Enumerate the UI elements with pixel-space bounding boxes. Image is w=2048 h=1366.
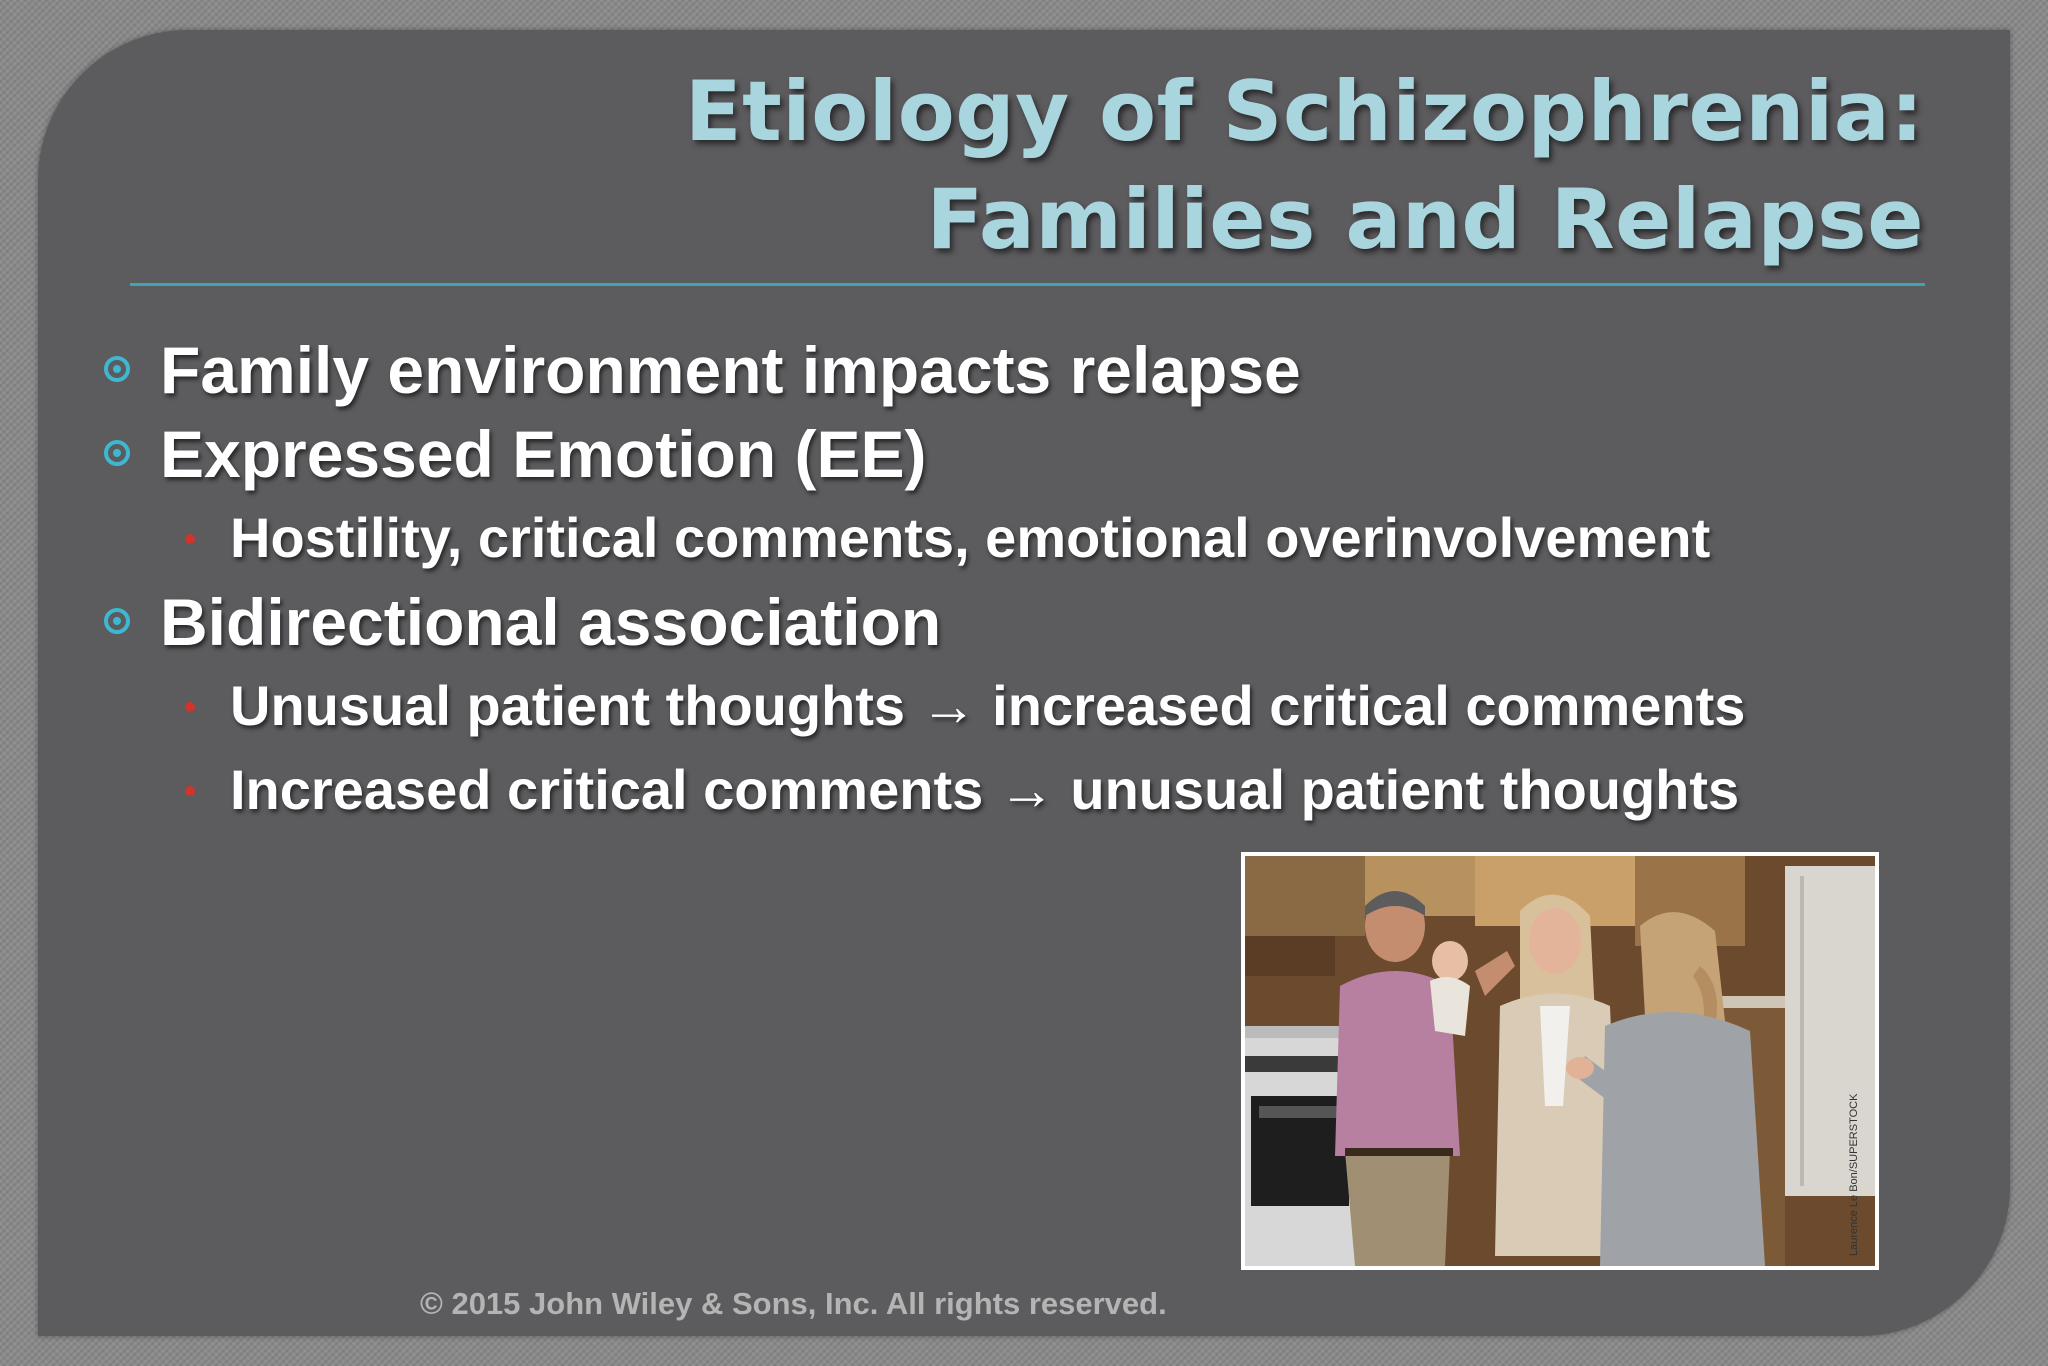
sub-bullet-text: Hostility, critical comments, emotional overinvolvement xyxy=(230,506,1711,569)
title-line-2: Families and Relapse xyxy=(926,171,1924,268)
photo-illustration xyxy=(1245,856,1875,1266)
red-dot-icon xyxy=(185,702,195,712)
sub-bullet-unusual-thoughts xyxy=(100,664,2000,748)
ring-dot-icon xyxy=(104,440,130,466)
red-dot-icon xyxy=(185,534,195,544)
bullet-text: Bidirectional association xyxy=(160,585,942,659)
ring-dot-icon xyxy=(104,356,130,382)
bullet-text: Family environment impacts relapse xyxy=(160,333,1301,407)
title-divider xyxy=(130,283,1925,286)
family-argument-photo xyxy=(1241,852,1879,1270)
sub-bullet-text: Unusual patient thoughts → increased critical comments xyxy=(230,674,1746,737)
ring-dot-icon xyxy=(104,608,130,634)
title-line-1: Etiology of Schizophrenia: xyxy=(684,63,1924,160)
sub-bullet-critical-comments xyxy=(100,748,2000,832)
bullet-bidirectional xyxy=(100,580,2000,664)
bullet-list xyxy=(100,328,2000,832)
bullet-family-environment xyxy=(100,328,2000,412)
photo-credit: Laurence Le Bon/SUPERSTOCK xyxy=(1848,1093,1860,1256)
sub-bullet-text: Increased critical comments → unusual patient thoughts xyxy=(230,758,1740,821)
sub-bullet-hostility xyxy=(100,496,2000,580)
slide-title xyxy=(524,58,1924,274)
bullet-text: Expressed Emotion (EE) xyxy=(160,417,927,491)
red-dot-icon xyxy=(185,786,195,796)
copyright-notice: © 2015 John Wiley & Sons, Inc. All rights reserved. xyxy=(420,1286,1167,1321)
bullet-expressed-emotion xyxy=(100,412,2000,496)
